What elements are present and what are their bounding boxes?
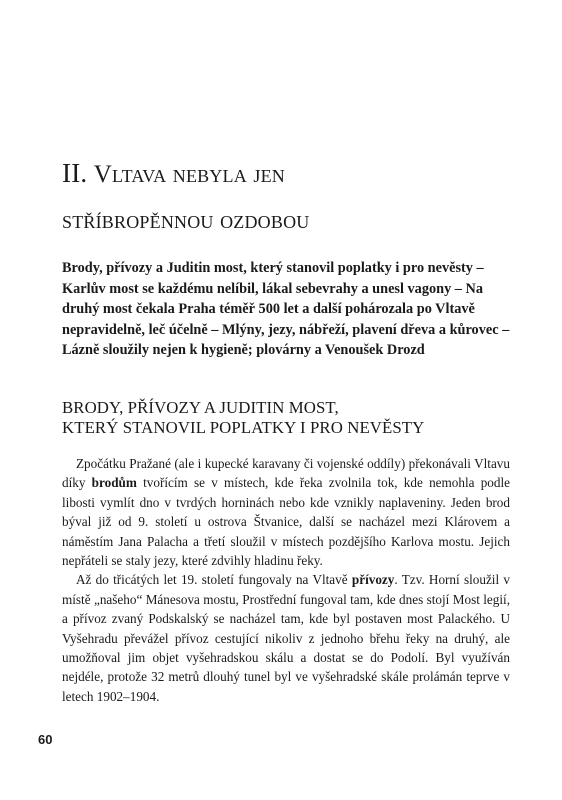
term-fords: brodům (91, 475, 137, 491)
page-number: 60 (38, 732, 53, 747)
section-heading-line-2: KTERÝ STANOVIL POPLATKY I PRO NEVĚSTY (62, 417, 425, 437)
paragraph-ferries-text-1: Až do třicátých let 19. století fungovaly na Vltavě (76, 572, 352, 588)
paragraph-ferries (62, 570, 510, 706)
chapter-summary: Brody, přívozy a Juditin most, který stanovil poplatky i pro nevěsty – Karlův most se každému nelíbil, lákal sebevrahy a unesl vagony – Na druhý most čekala Praha téměř 500 let a další pohározala po Vltavě nepravidelně, leč účelně – Mlýny, jezy, nábřeží, plavení dřeva a kůrovec – Lázně sloužily nejen k hygieně; plovárny a Venoušek Drozd (62, 260, 510, 359)
chapter-title-line-2: stříbropěnnou ozdobou (62, 207, 310, 234)
section-heading-line-1: BRODY, PŘÍVOZY A JUDITIN MOST, (62, 398, 339, 417)
paragraph-fords (62, 454, 510, 570)
paragraph-ferries-text-2: . Tzv. Horní sloužil v místě „našeho“ Mánesova mostu, Prostřední fungoval tam, kde dnes stojí Most legií, a přívoz zvaný Podskalský se nacházel tam, kde byl postaven most Palackého. U Vyšehradu převážel přívoz cestující nikoliv z jednoho břehu řeky na druhý, ale umožňoval jim objet vyšehradskou skálu a dostat se do Podolí. Byl využíván nejdéle, protože 32 metrů dlouhý tunel byl ve vyšehradské skále prolámán teprve v letech 1902–1904. (62, 572, 510, 704)
paragraph-fords-text-2: tvořícím se v místech, kde řeka zvolnila tok, kde nemohla podle libosti vymlít dno v tvrdých horninách nebo kde vznikly naplaveniny. Jeden brod býval již od 9. století u ostrova Štvanice, další se nacházel mezi Klárovem a náměstím Jana Palacha a třetí sloužil v místech pozdějšího Karlova mostu. Jejich nepřáteli se staly jezy, které zdvihly hladinu řeky. (62, 475, 510, 569)
chapter-title-line-1: Vltava nebyla jen (93, 161, 285, 188)
paragraph-fords-text-1: Zpočátku Pražané (ale i kupecké karavany či vojenské oddíly) překonávali Vltavu díky (62, 456, 510, 491)
term-ferries: přívozy (351, 572, 395, 588)
body-text (62, 454, 510, 706)
chapter-number: II. (62, 158, 88, 188)
chapter-title (62, 150, 522, 244)
section-heading (62, 398, 510, 437)
